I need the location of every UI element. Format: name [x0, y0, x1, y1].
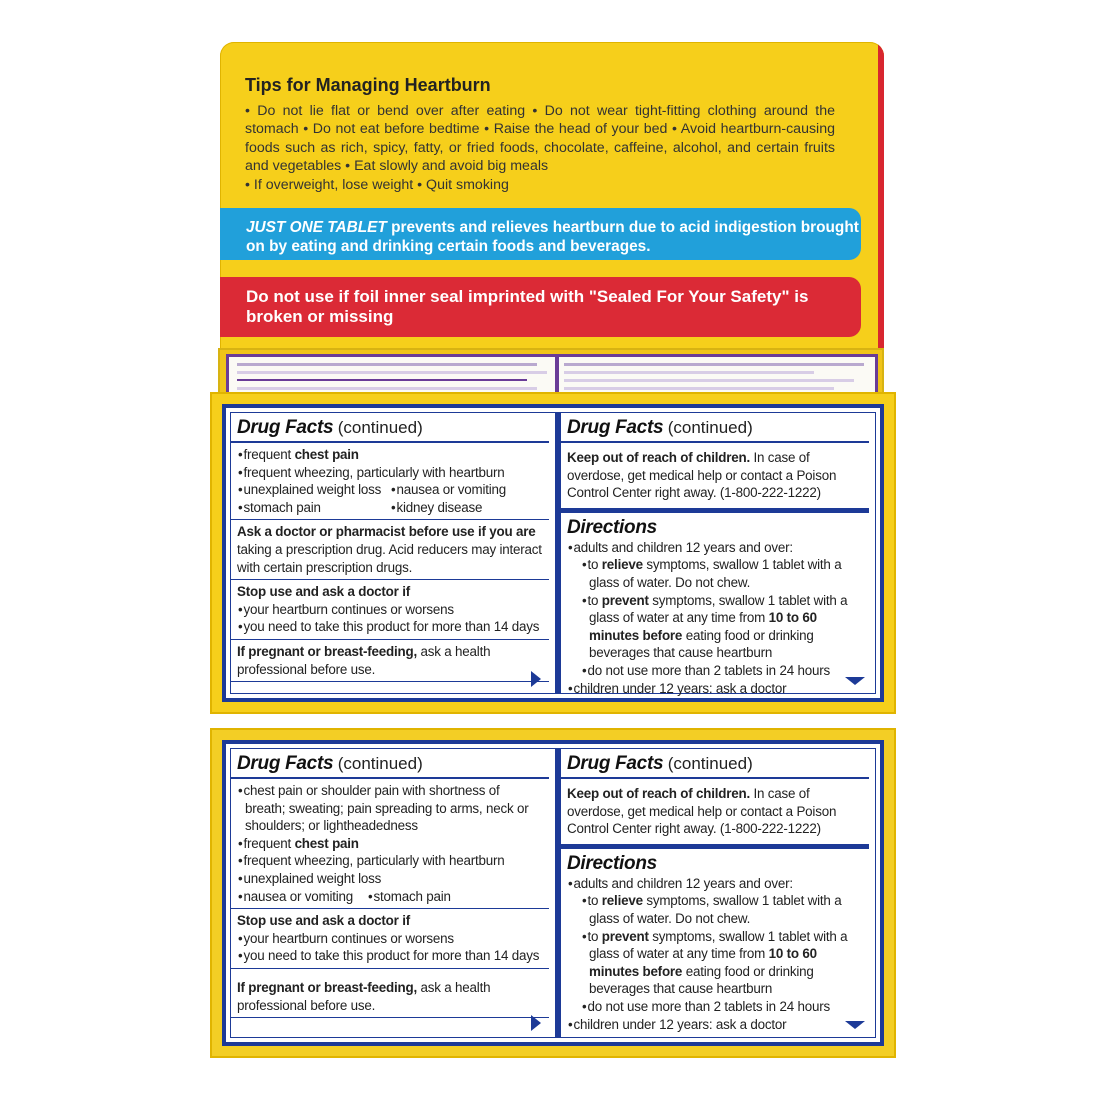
list-item: • nausea or vomiting [390, 481, 543, 499]
ask-doctor-text: taking a prescription drug. Acid reducers may interact with certain prescription drugs. [237, 541, 542, 575]
pregnancy-text: ask a health professional before use. [237, 643, 491, 677]
panel2-left-column [231, 749, 555, 1037]
panel2-directions [561, 875, 869, 1036]
list-item: • frequent wheezing, particularly with heartburn [237, 464, 543, 482]
tips-title: Tips for Managing Heartburn [245, 75, 491, 95]
list-item: • children under 12 years: ask a doctor [567, 680, 863, 698]
one-tablet-text: prevents and relieves heartburn due to acid indigestion brought on by eating and drinking certain foods and beverages. [246, 219, 859, 255]
stop-use-heading: Stop use and ask a doctor if [237, 584, 410, 600]
pregnancy-heading: If pregnant or breast-feeding, [237, 643, 417, 659]
keep-out-heading: Keep out of reach of children. [567, 786, 750, 801]
drug-facts-box-1 [210, 392, 896, 714]
list-item: • frequent chest pain [237, 835, 543, 853]
stop-use-heading: Stop use and ask a doctor if [237, 913, 410, 929]
keep-out-text: In case of overdose, get medical help or contact a Poison Control Center right away. (1-800-222-1222) [567, 450, 837, 501]
panel1-keep-out [561, 443, 869, 508]
panel1-right-header [561, 413, 869, 443]
list-item: • chest pain or shoulder pain with shortness of breath; sweating; pain spreading to arms, neck or shoulders; or lightheadedness [237, 782, 543, 835]
continue-arrow-icon [845, 677, 865, 685]
ask-doctor-heading: Ask a doctor or pharmacist before use if you are [237, 524, 536, 540]
list-item: • to prevent symptoms, swallow 1 tablet with a glass of water at any time from 10 to 60 minutes before eating food or drinking beverages that cause heartburn [567, 592, 863, 662]
continue-arrow-icon [531, 671, 541, 687]
one-tablet-emphasis: JUST ONE TABLET [246, 219, 387, 236]
tips-text: • Do not lie flat or bend over after eating • Do not wear tight-fitting clothing around the stomach • Do not eat before bedtime • Raise the head of your bed • Avoid heartburn-causing foods such as rich, spicy, fatty, or fried foods, chocolate, caffeine, alcohol, and certain fruits and vegetables • Eat slowly and avoid big meals [245, 103, 835, 175]
seal-warning-banner: Do not use if foil inner seal imprinted with "Sealed For Your Safety" is broken or missing [220, 277, 861, 337]
continue-arrow-icon [845, 1021, 865, 1029]
panel2-keep-out [561, 779, 869, 844]
list-item: • your heartburn continues or worsens [237, 601, 543, 619]
continued-label: (continued) [667, 754, 753, 773]
panel1-symptom-list [231, 443, 549, 520]
drug-facts-title: Drug Facts [567, 417, 664, 438]
list-item: • frequent wheezing, particularly with heartburn [237, 852, 543, 870]
list-item: • unexplained weight loss [237, 870, 543, 888]
list-item: • you need to take this product for more than 14 days [237, 618, 543, 636]
tips-text-last: • If overweight, lose weight • Quit smoking [245, 176, 509, 193]
list-item: • to relieve symptoms, swallow 1 tablet with a glass of water. Do not chew. [567, 892, 863, 927]
list-item: • do not use more than 2 tablets in 24 hours [567, 998, 863, 1016]
one-tablet-banner [220, 208, 861, 260]
panel1-left-column [231, 413, 555, 693]
drug-facts-title: Drug Facts [567, 753, 664, 774]
list-item: • adults and children 12 years and over: [567, 875, 863, 893]
panel1-ask-doctor [231, 520, 549, 580]
panel2-symptom-list [231, 779, 549, 909]
list-item: • to prevent symptoms, swallow 1 tablet with a glass of water at any time from 10 to 60 minutes before eating food or drinking beverages that cause heartburn [567, 928, 863, 998]
continue-arrow-icon [531, 1015, 541, 1031]
panel1-left-header [231, 413, 549, 443]
list-item: • stomach pain [367, 888, 451, 906]
panel1-right-column [561, 413, 875, 696]
pregnancy-heading: If pregnant or breast-feeding, [237, 979, 417, 995]
list-item: • do not use more than 2 tablets in 24 hours [567, 662, 863, 680]
drug-facts-panel-1 [222, 404, 884, 702]
keep-out-text: In case of overdose, get medical help or contact a Poison Control Center right away. (1-800-222-1222) [567, 786, 837, 837]
continued-label: (continued) [337, 418, 423, 437]
tips-section [245, 75, 835, 194]
list-item: • adults and children 12 years and over: [567, 539, 863, 557]
panel2-pregnancy [231, 969, 549, 1018]
drug-facts-box-2 [210, 728, 896, 1058]
list-item: • nausea or vomiting [237, 888, 367, 906]
continued-label: (continued) [667, 418, 753, 437]
list-item: • unexplained weight loss [237, 481, 390, 499]
panel1-directions [561, 539, 869, 700]
list-item: • stomach pain [237, 499, 390, 517]
panel2-right-header [561, 749, 869, 779]
drug-facts-title: Drug Facts [237, 417, 334, 438]
list-item: • you need to take this product for more than 14 days [237, 947, 543, 965]
list-item: • frequent chest pain [237, 446, 543, 464]
list-item: • to relieve symptoms, swallow 1 tablet with a glass of water. Do not chew. [567, 556, 863, 591]
directions-title: Directions [567, 852, 657, 874]
panel1-stop-use [231, 580, 549, 640]
list-item: • children under 12 years: ask a doctor [567, 1016, 863, 1034]
directions-title: Directions [567, 516, 657, 538]
drug-facts-panel-2 [222, 740, 884, 1046]
keep-out-heading: Keep out of reach of children. [567, 450, 750, 465]
panel1-pregnancy [231, 640, 549, 682]
list-item: • your heartburn continues or worsens [237, 930, 543, 948]
top-flap [220, 42, 884, 360]
pregnancy-text: ask a health professional before use. [237, 979, 491, 1013]
panel2-right-column [561, 749, 875, 1037]
drug-facts-title: Drug Facts [237, 753, 334, 774]
panel2-stop-use [231, 909, 549, 969]
list-item: • kidney disease [390, 499, 543, 517]
tucked-panel-edge [218, 348, 884, 394]
panel2-left-header [231, 749, 549, 779]
continued-label: (continued) [337, 754, 423, 773]
